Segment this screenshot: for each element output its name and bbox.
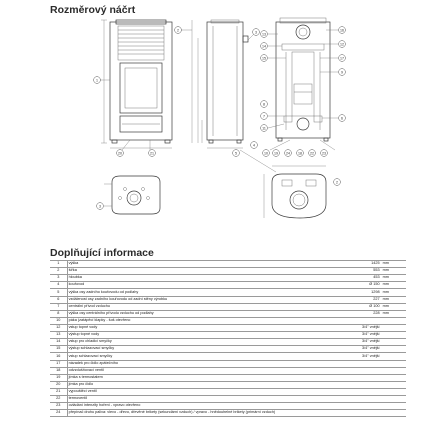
spec-value: 3/4" vnější [343,346,380,353]
svg-text:13: 13 [262,32,266,37]
spec-value: 3/4" vnější [343,324,380,331]
base-view [264,166,326,218]
spec-label: přepínač druhu paliva: vlevo - dřevo, dřevěné brikety (sekundární vzduch) / vpravo - hnědouhelné brikety (primární vzduch) [67,410,343,417]
spec-unit: mm [381,289,406,296]
spec-label: centrální přívod vzduchu [67,303,343,310]
spec-label: šířka [67,268,343,275]
spec-row [50,310,406,317]
spec-row [50,289,406,296]
spec-number: 24 [50,410,67,417]
spec-label: výška [67,261,343,268]
spec-label: jímka pro čidlo [67,381,343,388]
control-view [104,176,160,214]
svg-text:7: 7 [263,114,265,119]
spec-number: 10 [50,317,67,324]
spec-number: 5 [50,289,67,296]
spec-row [50,346,406,353]
spec-row [50,388,406,395]
spec-label: vzdálenost osy zadního kouřovodu od zadní stěny výrobku [67,296,343,303]
callout-top-2 [334,179,341,186]
spec-number: 23 [50,403,67,410]
callout-back-10 [263,150,270,157]
spec-row [50,403,406,410]
spec-row [50,367,406,374]
svg-text:10: 10 [264,151,268,156]
back-view [276,18,330,141]
callout-back-15 [261,55,268,62]
spec-number: 20 [50,381,67,388]
svg-text:18: 18 [298,151,302,156]
svg-text:23: 23 [322,151,326,156]
spec-label: výška osy zadního kouřovodu od podlahy [67,289,343,296]
spec-number: 19 [50,374,67,381]
spec-unit [381,388,406,395]
spec-unit: mm [381,268,406,275]
callout-back-6 [339,115,346,122]
callout-front-1 [94,77,101,84]
svg-text:4: 4 [253,143,255,148]
spec-value [343,388,380,395]
spec-value: Ø 100 [343,303,380,310]
spec-label: jímka s termostatem [67,374,343,381]
spec-label: vstup schlazovací smyčky [67,353,343,360]
spec-unit [381,324,406,331]
callout-back-22 [309,150,316,157]
spec-unit [381,381,406,388]
callout-back-24 [285,150,292,157]
callout-side-2 [175,27,182,34]
spec-number: 13 [50,332,67,339]
svg-text:2: 2 [177,28,179,33]
spec-unit [381,396,406,403]
svg-text:11: 11 [262,126,266,131]
spec-value [343,367,380,374]
spec-row [50,381,406,388]
spec-row [50,339,406,346]
callout-back-16 [339,27,346,34]
section-title: Doplňující informace [50,247,154,259]
spec-value: 1425 [343,261,380,268]
spec-value: 3/4" vnější [343,353,380,360]
spec-number: 18 [50,367,67,374]
svg-text:3: 3 [255,30,257,35]
spec-value: 553 [343,268,380,275]
spec-row [50,353,406,360]
callout-front-20 [117,150,124,157]
spec-label: ovládání intenzity hoření - vpravo otevřeno [67,403,343,410]
spec-number: 2 [50,268,67,275]
svg-text:12: 12 [340,42,344,47]
spec-number: 8 [50,310,67,317]
spec-value [343,403,380,410]
spec-label: termoventil [67,396,343,403]
spec-value [343,410,380,417]
page-title: Rozměrový náčrt [50,4,136,16]
svg-text:1: 1 [96,78,98,83]
svg-text:24: 24 [286,151,290,156]
callout-front-21 [149,150,156,157]
spec-row [50,317,406,324]
spec-row [50,324,406,331]
callout-side-3 [253,29,260,36]
spec-unit: mm [381,282,406,289]
spec-number: 17 [50,360,67,367]
spec-label: kouřovod [67,282,343,289]
spec-unit [381,332,406,339]
spec-unit [381,367,406,374]
callout-back-19 [273,150,280,157]
spec-table [50,260,406,417]
side-view [192,20,248,148]
callout-back-11 [261,125,268,132]
svg-text:2: 2 [336,180,338,185]
spec-number: 15 [50,346,67,353]
callout-back-14 [261,43,268,50]
spec-row [50,268,406,275]
spec-number: 3 [50,275,67,282]
spec-label: vstup topné vody [67,324,343,331]
spec-value [343,360,380,367]
front-view [101,20,172,148]
spec-row [50,360,406,367]
svg-text:20: 20 [118,151,122,156]
spec-value [343,381,380,388]
spec-value: Ø 150 [343,282,380,289]
callout-back-9 [339,69,346,76]
spec-value: 227 [343,296,380,303]
spec-label: návadek pro čidlo zpátečního [67,360,343,367]
spec-unit [381,353,406,360]
spec-row [50,303,406,310]
spec-unit: mm [381,261,406,268]
spec-unit: mm [381,303,406,310]
spec-number: 7 [50,303,67,310]
svg-text:3: 3 [99,204,101,209]
spec-number: 1 [50,261,67,268]
spec-label: odvzdušňovací ventil [67,367,343,374]
spec-unit [381,317,406,324]
spec-number: 22 [50,396,67,403]
callout-back-5 [233,150,240,157]
spec-unit [381,360,406,367]
spec-unit [381,403,406,410]
spec-row [50,374,406,381]
spec-label: vypouštěcí ventil [67,388,343,395]
spec-number: 4 [50,282,67,289]
svg-text:9: 9 [341,70,343,75]
callout-side-4 [251,142,258,149]
spec-value: 3/4" vnější [343,339,380,346]
spec-row [50,332,406,339]
svg-text:14: 14 [262,44,266,49]
svg-text:8: 8 [263,102,265,107]
spec-number: 6 [50,296,67,303]
callout-back-13 [261,31,268,38]
spec-unit: mm [381,310,406,317]
svg-text:5: 5 [235,151,237,156]
callout-back-17 [339,55,346,62]
spec-unit [381,346,406,353]
callout-control-3 [97,203,104,210]
svg-text:19: 19 [274,151,278,156]
spec-unit [381,374,406,381]
spec-number: 16 [50,353,67,360]
callout-back-12 [339,41,346,48]
spec-value [343,374,380,381]
svg-text:22: 22 [310,151,314,156]
svg-text:21: 21 [150,151,154,156]
spec-value [343,396,380,403]
spec-unit: mm [381,275,406,282]
spec-label: vstup pro chladicí smyčky [67,339,343,346]
spec-value: 3/4" vnější [343,332,380,339]
callout-back-18 [297,150,304,157]
spec-number: 14 [50,339,67,346]
spec-label: výstup schlazovací smyčky [67,346,343,353]
spec-value [343,317,380,324]
spec-row [50,261,406,268]
spec-row [50,296,406,303]
spec-label: výška osy centrálního přívodu vzduchu od podlahy [67,310,343,317]
spec-value: 1298 [343,289,380,296]
callout-back-8 [261,101,268,108]
svg-text:16: 16 [340,28,344,33]
spec-label: výstup topné vody [67,332,343,339]
svg-text:6: 6 [341,116,343,121]
spec-label: páka (zatápěcí klapky - šoš otevřeno [67,317,343,324]
spec-row [50,396,406,403]
spec-row [50,410,406,417]
spec-value: 228 [343,310,380,317]
callout-back-23 [321,150,328,157]
svg-text:15: 15 [262,56,266,61]
spec-unit [381,339,406,346]
spec-row [50,275,406,282]
spec-number: 12 [50,324,67,331]
svg-text:17: 17 [340,56,344,61]
spec-unit [381,410,406,417]
spec-value: 453 [343,275,380,282]
spec-unit: mm [381,296,406,303]
spec-number: 21 [50,388,67,395]
spec-row [50,282,406,289]
callout-back-7 [261,113,268,120]
spec-label: hloubka [67,275,343,282]
